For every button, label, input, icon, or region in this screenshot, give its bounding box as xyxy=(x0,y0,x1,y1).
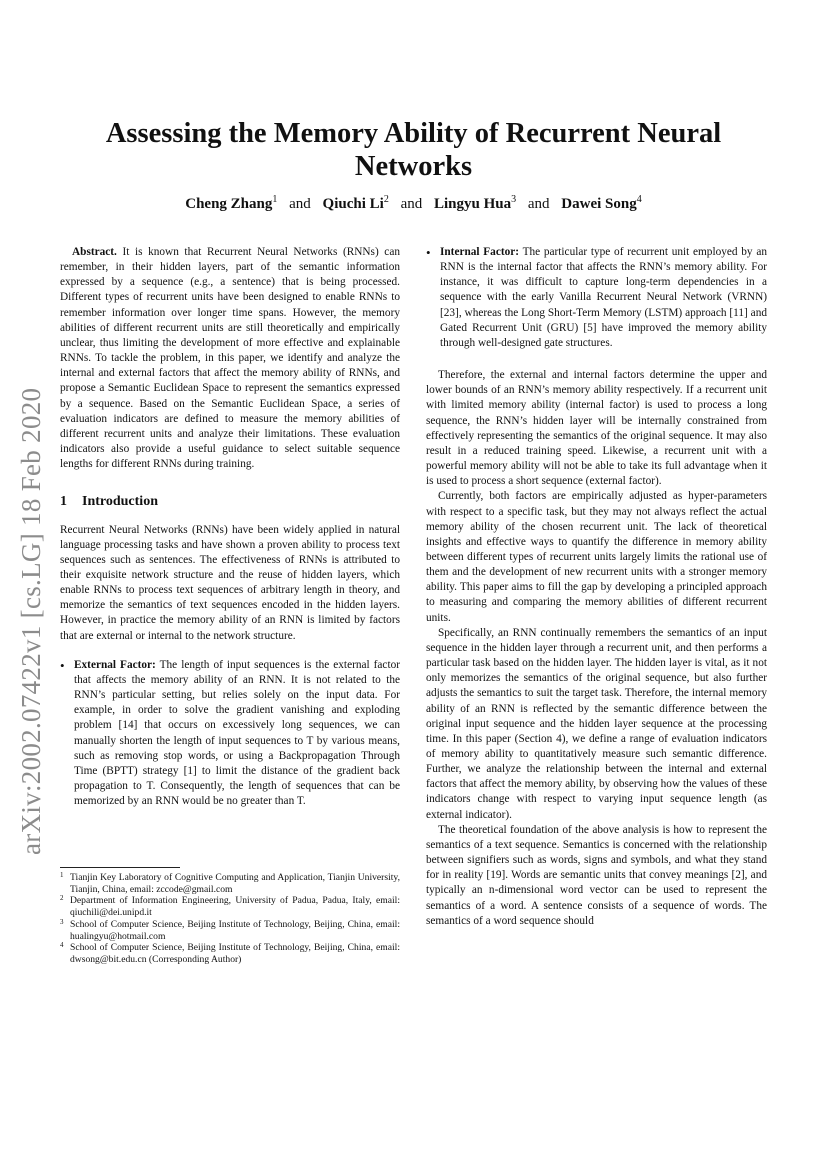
body-paragraph: Currently, both factors are empirically adjusted as hyper-parameters with respect to a specific task, but they may not always reflect the actual memory ability of the chosen recurrent unit. The lack of theoretical insights and effective ways to quantify the difference in memory ability between different types of recurrent units largely limits the rational use of them and the development of new recurrent units with a stronger memory ability. This paper aims to fill the gap by developing a principled approach to measuring and comparing the memory abilities of different recurrent units. xyxy=(426,490,767,624)
footnote-mark: 2 xyxy=(60,894,64,903)
title-line-2: Networks xyxy=(354,151,473,182)
author-1-affiliation-mark: 1 xyxy=(272,194,278,205)
factor-list-right xyxy=(426,245,767,351)
author-3-affiliation-mark: 3 xyxy=(511,194,517,205)
body-paragraph: Therefore, the external and internal factors determine the upper and lower bounds of an RNN’s memory ability respectively. If a recurrent unit with limited memory ability (internal factor) is used to process a long sequence, the RNN’s hidden layer will be internally constrained from effectively representing the semantics of the original sequence. It may also result in a reduced training speed. Likewise, a recurrent unit with a powerful memory ability will not be able to take its full advantage when it is used to process a short sequence (external factor). xyxy=(426,369,767,488)
author-1-name: Cheng Zhang xyxy=(185,196,273,212)
footnote-mark: 3 xyxy=(60,917,64,926)
list-item-internal-factor xyxy=(426,245,767,351)
internal-factor-text: The particular type of recurrent unit employed by an RNN is the internal factor that affects the RNN’s memory ability. For instance, it was difficult to capture long-term dependencies in a sequence with the early Vanilla Recurrent Neural Network (VRNN) [23], whereas the Long Short-Term Memory (LSTM) approach [11] and Gated Recurrent Unit (GRU) [5] have improved the memory ability through well-designed gate structures. xyxy=(440,246,767,349)
footnote-4 xyxy=(60,942,400,965)
section-number: 1 xyxy=(60,494,67,510)
author-4-affiliation-mark: 4 xyxy=(636,194,642,205)
footnote-rule xyxy=(60,867,180,868)
author-separator: and xyxy=(400,196,423,212)
footnote-text: School of Computer Science, Beijing Institute of Technology, Beijing, China, email: hualingyu@hotmail.com xyxy=(70,918,400,942)
factor-list-left xyxy=(60,658,400,810)
body-paragraph: Specifically, an RNN continually remembers the semantics of an input sequence in the hidden layer through a recurrent unit, and then performs a particular task based on the hidden layer. The hidden layer is vital, as it not only memorizes the semantics of the original sequence, but also further adjusts the semantics to suit the target task. Therefore, the internal memory ability of an RNN is reflected by the semantic difference between the original input sequence and the hidden layer sequence at the processing time. In this paper (Section 4), we define a range of evaluation indicators of memory ability to quantitatively measure such semantic difference. Further, we analyze the relationship between the internal and external factors that affect the memory ability, by observing how the values of these indicators change with respect to varying input sequence length (as external indicator). xyxy=(426,626,767,821)
footnote-1 xyxy=(60,872,400,895)
footnote-mark: 4 xyxy=(60,941,64,950)
paper-title xyxy=(60,117,767,183)
title-line-1: Assessing the Memory Ability of Recurrent Neural xyxy=(105,118,722,149)
external-factor-text: The length of input sequences is the external factor that affects the memory ability of an RNN. It is not related to the RNN’s particular setting, but relies solely on the input data. For example, in order to solve the gradient vanishing and exploding problem [14] that occurs on excessively long sequences, we can manually shorten the length of input sequences to T by various means, such as removing stop words, or using a Backpropagation Through Time (BPTT) strategy [1] to limit the distance of the gradient back propagation to T. Consequently, the length of sequences that can be memorized by an RNN would be no greater than T. xyxy=(74,658,400,808)
author-list xyxy=(60,194,767,213)
footnote-3 xyxy=(60,919,400,942)
arxiv-identifier-stamp[interactable]: arXiv:2002.07422v1 [cs.LG] 18 Feb 2020 xyxy=(16,387,46,855)
footnote-text: Tianjin Key Laboratory of Cognitive Computing and Application, Tianjin University, Tianjin, China, email: zccode@gmail.com xyxy=(70,872,400,895)
author-3-name: Lingyu Hua xyxy=(434,196,512,212)
left-column xyxy=(60,245,400,809)
body-paragraph: The theoretical foundation of the above analysis is how to represent the semantics of a text sequence. Semantics is concerned with the relationship between signifiers such as words, signs and symbols, and what they stand for in reality [19]. Words are semantic units that convey meanings [2], and typically an n-dimensional word vector can be used to represent the semantics of a word. A sentence consists of a sequence of words. The semantics of a word sequence should xyxy=(426,823,767,927)
footnote-mark: 1 xyxy=(60,871,64,879)
section-title: Introduction xyxy=(82,494,158,510)
footnote-2 xyxy=(60,895,400,918)
footnote-text: Department of Information Engineering, University of Padua, Padua, Italy, email: qiuchili@dei.unipd.it xyxy=(70,895,400,919)
list-item-external-factor xyxy=(60,658,400,810)
footnote-text: School of Computer Science, Beijing Institute of Technology, Beijing, China, email: dwsong@bit.edu.cn (Corresponding Author) xyxy=(70,942,400,965)
author-separator: and xyxy=(289,196,311,212)
abstract xyxy=(60,245,400,472)
abstract-label: Abstract. xyxy=(72,246,117,258)
right-column xyxy=(426,245,767,929)
author-4-name: Dawei Song xyxy=(561,196,637,212)
intro-paragraph: Recurrent Neural Networks (RNNs) have been widely applied in natural language processing tasks and have shown a proven ability to process text sequences such as sentences. The effectiveness of RNNs is attributed to their exquisite network structure and the reuse of hidden layers, which enable RNNs to process text sequences of arbitrary length in theory, and memorize the semantics of text sequences encoded in the hidden layers. However, in practice the memory ability of an RNN is limited by factors that are external or internal to the network structure. xyxy=(60,523,400,642)
abstract-text: It is known that Recurrent Neural Networks (RNNs) can remember, in their hidden layers, part of the semantic information expressed by a sequence (e.g., a sentence) that is being processed. Different types of recurrent units have been designed to enable RNNs to remember information over longer time spans. However, the memory abilities of different recurrent units are still theoretically and empirically unclear, thus limiting the development of more effective and explainable RNNs. To tackle the problem, in this paper, we identify and analyze the internal and external factors that affect the memory ability of RNNs, and propose a Semantic Euclidean Space to represent the semantics expressed by a sequence. Based on the Semantic Euclidean Space, a series of evaluation indicators are defined to measure the memory abilities of different recurrent units and analyze their limitations. These evaluation indicators also provide a useful guidance to select suitable sequence lengths for different RNNs during training. xyxy=(60,246,400,471)
bullet-icon: • xyxy=(426,245,431,260)
internal-factor-label: Internal Factor: xyxy=(440,246,520,258)
author-separator: and xyxy=(527,196,550,212)
bullet-icon: • xyxy=(60,657,65,673)
external-factor-label: External Factor: xyxy=(74,658,156,671)
author-2-affiliation-mark: 2 xyxy=(383,194,389,205)
author-2-name: Qiuchi Li xyxy=(322,196,384,212)
footnotes xyxy=(60,867,400,966)
section-heading-introduction xyxy=(60,494,400,509)
